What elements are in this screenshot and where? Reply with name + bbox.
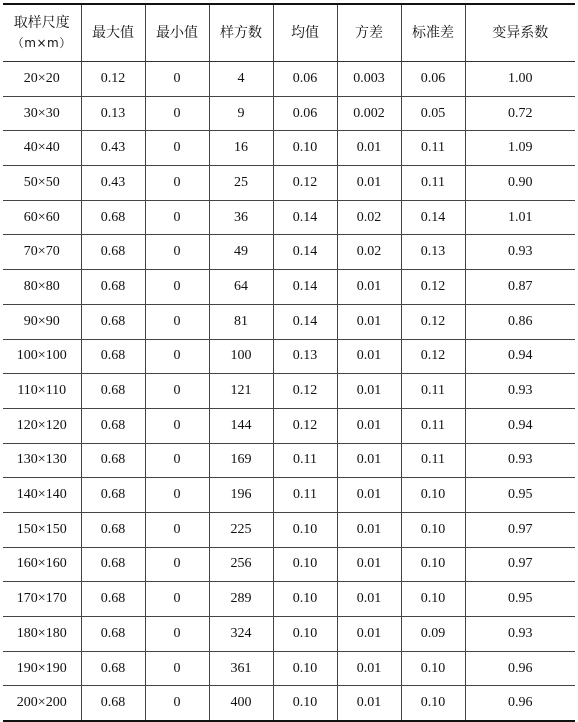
cell-max: 0.12 — [81, 62, 145, 97]
cell-min: 0 — [145, 339, 209, 374]
cell-variance: 0.01 — [337, 582, 401, 617]
cell-mean: 0.12 — [273, 374, 337, 409]
cell-count: 9 — [209, 96, 273, 131]
cell-max: 0.68 — [81, 304, 145, 339]
table-row — [3, 235, 575, 270]
cell-count: 64 — [209, 270, 273, 305]
table-row — [3, 62, 575, 97]
cell-variance: 0.01 — [337, 374, 401, 409]
cell-cv: 0.90 — [465, 166, 575, 201]
cell-count: 169 — [209, 443, 273, 478]
cell-std-dev: 0.12 — [401, 339, 465, 374]
cell-variance: 0.01 — [337, 478, 401, 513]
cell-variance: 0.01 — [337, 651, 401, 686]
cell-count: 324 — [209, 617, 273, 652]
cell-mean: 0.11 — [273, 478, 337, 513]
cell-std-dev: 0.05 — [401, 96, 465, 131]
cell-count: 144 — [209, 408, 273, 443]
cell-mean: 0.10 — [273, 617, 337, 652]
cell-cv: 1.00 — [465, 62, 575, 97]
cell-cv: 0.97 — [465, 547, 575, 582]
cell-mean: 0.14 — [273, 270, 337, 305]
cell-variance: 0.02 — [337, 200, 401, 235]
table-row — [3, 408, 575, 443]
cell-std-dev: 0.11 — [401, 374, 465, 409]
cell-max: 0.68 — [81, 443, 145, 478]
cell-count: 289 — [209, 582, 273, 617]
cell-std-dev: 0.11 — [401, 408, 465, 443]
cell-scale: 120×120 — [3, 408, 81, 443]
cell-std-dev: 0.09 — [401, 617, 465, 652]
cell-count: 16 — [209, 131, 273, 166]
cell-variance: 0.01 — [337, 270, 401, 305]
cell-mean: 0.11 — [273, 443, 337, 478]
cell-scale: 100×100 — [3, 339, 81, 374]
cell-min: 0 — [145, 547, 209, 582]
cell-variance: 0.01 — [337, 131, 401, 166]
header-unit: （m×m） — [11, 36, 72, 50]
cell-cv: 0.96 — [465, 686, 575, 721]
table-row — [3, 478, 575, 513]
cell-cv: 0.93 — [465, 617, 575, 652]
cell-variance: 0.002 — [337, 96, 401, 131]
cell-max: 0.68 — [81, 582, 145, 617]
cell-std-dev: 0.06 — [401, 62, 465, 97]
cell-max: 0.68 — [81, 408, 145, 443]
cell-std-dev: 0.10 — [401, 651, 465, 686]
cell-mean: 0.12 — [273, 408, 337, 443]
cell-cv: 0.93 — [465, 374, 575, 409]
cell-scale: 140×140 — [3, 478, 81, 513]
cell-count: 225 — [209, 512, 273, 547]
cell-max: 0.43 — [81, 166, 145, 201]
cell-std-dev: 0.14 — [401, 200, 465, 235]
table-body — [3, 62, 575, 722]
cell-cv: 0.97 — [465, 512, 575, 547]
cell-count: 121 — [209, 374, 273, 409]
cell-count: 196 — [209, 478, 273, 513]
table-row — [3, 443, 575, 478]
cell-min: 0 — [145, 304, 209, 339]
cell-scale: 170×170 — [3, 582, 81, 617]
cell-cv: 1.01 — [465, 200, 575, 235]
cell-variance: 0.01 — [337, 304, 401, 339]
cell-cv: 1.09 — [465, 131, 575, 166]
cell-min: 0 — [145, 374, 209, 409]
cell-mean: 0.06 — [273, 96, 337, 131]
cell-count: 400 — [209, 686, 273, 721]
cell-count: 361 — [209, 651, 273, 686]
cell-max: 0.68 — [81, 686, 145, 721]
cell-mean: 0.10 — [273, 651, 337, 686]
table-row — [3, 200, 575, 235]
table-row — [3, 166, 575, 201]
cell-mean: 0.10 — [273, 582, 337, 617]
cell-max: 0.68 — [81, 651, 145, 686]
cell-scale: 40×40 — [3, 131, 81, 166]
cell-std-dev: 0.12 — [401, 270, 465, 305]
cell-variance: 0.01 — [337, 339, 401, 374]
table-row — [3, 270, 575, 305]
cell-scale: 70×70 — [3, 235, 81, 270]
cell-scale: 50×50 — [3, 166, 81, 201]
cell-min: 0 — [145, 96, 209, 131]
cell-cv: 0.94 — [465, 339, 575, 374]
table-row — [3, 512, 575, 547]
table-row — [3, 547, 575, 582]
cell-variance: 0.01 — [337, 443, 401, 478]
cell-min: 0 — [145, 478, 209, 513]
cell-cv: 0.95 — [465, 478, 575, 513]
cell-scale: 190×190 — [3, 651, 81, 686]
cell-variance: 0.01 — [337, 512, 401, 547]
cell-mean: 0.14 — [273, 304, 337, 339]
cell-mean: 0.10 — [273, 512, 337, 547]
cell-mean: 0.12 — [273, 166, 337, 201]
cell-max: 0.68 — [81, 617, 145, 652]
table-row — [3, 617, 575, 652]
cell-std-dev: 0.10 — [401, 582, 465, 617]
cell-mean: 0.14 — [273, 200, 337, 235]
table-row — [3, 686, 575, 721]
cell-variance: 0.01 — [337, 166, 401, 201]
cell-min: 0 — [145, 166, 209, 201]
cell-std-dev: 0.10 — [401, 478, 465, 513]
table-row — [3, 651, 575, 686]
cell-mean: 0.14 — [273, 235, 337, 270]
cell-scale: 110×110 — [3, 374, 81, 409]
cell-max: 0.68 — [81, 512, 145, 547]
cell-std-dev: 0.13 — [401, 235, 465, 270]
cell-std-dev: 0.11 — [401, 443, 465, 478]
cell-max: 0.68 — [81, 200, 145, 235]
cell-max: 0.13 — [81, 96, 145, 131]
header-std-dev: 标准差 — [401, 4, 465, 62]
cell-scale: 150×150 — [3, 512, 81, 547]
header-variance: 方差 — [337, 4, 401, 62]
cell-mean: 0.10 — [273, 547, 337, 582]
cell-cv: 0.94 — [465, 408, 575, 443]
cell-max: 0.68 — [81, 478, 145, 513]
cell-max: 0.68 — [81, 374, 145, 409]
cell-count: 100 — [209, 339, 273, 374]
cell-min: 0 — [145, 651, 209, 686]
cell-scale: 60×60 — [3, 200, 81, 235]
cell-min: 0 — [145, 62, 209, 97]
table-row — [3, 339, 575, 374]
cell-scale: 20×20 — [3, 62, 81, 97]
cell-max: 0.68 — [81, 339, 145, 374]
cell-min: 0 — [145, 617, 209, 652]
statistics-table — [3, 3, 575, 722]
cell-std-dev: 0.10 — [401, 547, 465, 582]
cell-cv: 0.95 — [465, 582, 575, 617]
cell-std-dev: 0.11 — [401, 166, 465, 201]
cell-min: 0 — [145, 582, 209, 617]
cell-mean: 0.10 — [273, 131, 337, 166]
cell-min: 0 — [145, 200, 209, 235]
cell-variance: 0.01 — [337, 617, 401, 652]
header-label: 取样尺度 — [13, 15, 70, 31]
table-row — [3, 131, 575, 166]
cell-variance: 0.02 — [337, 235, 401, 270]
table-row — [3, 374, 575, 409]
cell-min: 0 — [145, 235, 209, 270]
header-count: 样方数 — [209, 4, 273, 62]
cell-scale: 80×80 — [3, 270, 81, 305]
cell-count: 81 — [209, 304, 273, 339]
cell-max: 0.68 — [81, 235, 145, 270]
cell-count: 4 — [209, 62, 273, 97]
data-table-container — [3, 3, 575, 722]
header-row — [3, 4, 575, 62]
cell-max: 0.68 — [81, 547, 145, 582]
cell-cv: 0.93 — [465, 235, 575, 270]
cell-std-dev: 0.11 — [401, 131, 465, 166]
cell-scale: 90×90 — [3, 304, 81, 339]
cell-scale: 130×130 — [3, 443, 81, 478]
cell-max: 0.43 — [81, 131, 145, 166]
cell-scale: 200×200 — [3, 686, 81, 721]
cell-variance: 0.01 — [337, 686, 401, 721]
cell-variance: 0.01 — [337, 408, 401, 443]
cell-cv: 0.96 — [465, 651, 575, 686]
cell-scale: 30×30 — [3, 96, 81, 131]
cell-mean: 0.06 — [273, 62, 337, 97]
cell-min: 0 — [145, 512, 209, 547]
table-row — [3, 582, 575, 617]
cell-cv: 0.72 — [465, 96, 575, 131]
cell-std-dev: 0.10 — [401, 686, 465, 721]
cell-count: 49 — [209, 235, 273, 270]
cell-min: 0 — [145, 443, 209, 478]
table-row — [3, 96, 575, 131]
table-row — [3, 304, 575, 339]
cell-min: 0 — [145, 408, 209, 443]
cell-std-dev: 0.12 — [401, 304, 465, 339]
cell-min: 0 — [145, 686, 209, 721]
cell-min: 0 — [145, 270, 209, 305]
cell-cv: 0.93 — [465, 443, 575, 478]
header-max: 最大值 — [81, 4, 145, 62]
header-mean: 均值 — [273, 4, 337, 62]
cell-max: 0.68 — [81, 270, 145, 305]
cell-scale: 160×160 — [3, 547, 81, 582]
header-sampling-scale — [3, 4, 81, 62]
cell-count: 256 — [209, 547, 273, 582]
cell-count: 25 — [209, 166, 273, 201]
cell-count: 36 — [209, 200, 273, 235]
cell-cv: 0.87 — [465, 270, 575, 305]
header-cv: 变异系数 — [465, 4, 575, 62]
header-min: 最小值 — [145, 4, 209, 62]
cell-mean: 0.10 — [273, 686, 337, 721]
cell-min: 0 — [145, 131, 209, 166]
cell-mean: 0.13 — [273, 339, 337, 374]
cell-cv: 0.86 — [465, 304, 575, 339]
cell-variance: 0.003 — [337, 62, 401, 97]
cell-variance: 0.01 — [337, 547, 401, 582]
cell-std-dev: 0.10 — [401, 512, 465, 547]
cell-scale: 180×180 — [3, 617, 81, 652]
